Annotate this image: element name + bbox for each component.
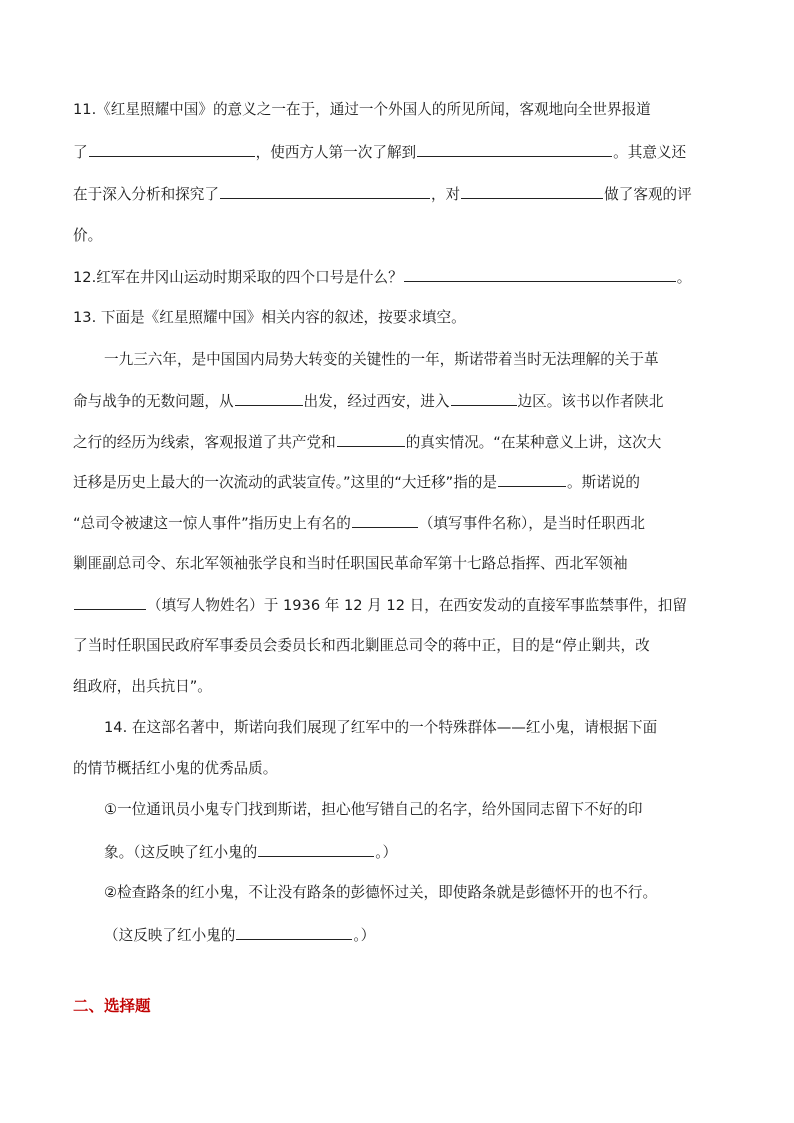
q13-text-2a: 命与战争的无数问题，从: [73, 393, 234, 410]
q13-text-1: 一九三六年，是中国国内局势大转变的关键性的一年，斯诺带着当时无法理解的关于革: [104, 351, 659, 368]
q13-text-4b: 。斯诺说的: [567, 474, 640, 491]
q13-blank-2[interactable]: [451, 391, 517, 406]
q13-text-5a: “总司令被逮这一惊人事件”指历史上有名的: [73, 515, 351, 532]
q14-item1-text-b: 象。（这反映了红小鬼的: [104, 844, 258, 861]
q13-text-3b: 的真实情况。“在某种意义上讲，这次大: [405, 434, 662, 451]
q13-blank-1[interactable]: [235, 391, 303, 406]
q13-blank-5[interactable]: [352, 513, 418, 528]
q14-item1-line-1: [104, 800, 642, 820]
q11-blank-2[interactable]: [417, 142, 612, 157]
q13-line-8: [73, 636, 650, 656]
q11-text-3a: 在于深入分析和探究了: [73, 186, 219, 203]
q13-intro: [73, 308, 466, 328]
q14-line-1: [104, 718, 657, 738]
q13-text-5b: （填写事件名称），是当时任职西北: [418, 515, 646, 532]
q14-intro-1: 14. 在这部名著中，斯诺向我们展现了红军中的一个特殊群体——红小鬼，请根据下面: [104, 719, 658, 736]
q12-line: [73, 267, 691, 288]
section-heading-choice: 二、选择题: [73, 997, 151, 1015]
q13-line-1: [104, 350, 659, 370]
q14-item2-text-c: 。）: [353, 927, 376, 944]
q14-item1-text-a: ①一位通讯员小鬼专门找到斯诺，担心他写错自己的名字，给外国同志留下不好的印: [104, 801, 643, 818]
q13-line-9: [73, 677, 212, 697]
q14-item1-text-c: 。）: [375, 844, 398, 861]
q13-blank-3[interactable]: [337, 432, 405, 447]
q11-line-3: [73, 184, 692, 205]
q14-item1-line-2: [104, 842, 397, 863]
q13-line-3: [73, 432, 661, 453]
q13-text-4a: 迁移是历史上最大的一次流动的武装宣传。”这里的“大迁移”指的是: [73, 474, 498, 491]
q12-end: 。: [676, 269, 692, 286]
q11-blank-1[interactable]: [89, 142, 255, 157]
q13-text-7b: （填写人物姓名）于 1936 年 12 月 12 日，在西安发动的直接军事监禁事件，扣留: [147, 597, 687, 614]
q14-intro-2: 的情节概括红小鬼的优秀品质。: [73, 760, 278, 777]
q13-line-2: [73, 391, 663, 412]
q13-line-5: [73, 513, 645, 534]
q11-text-1: 11.《红星照耀中国》的意义之一在于，通过一个外国人的所见所闻，客观地向全世界报道: [73, 101, 651, 118]
q11-text-2c: 。其意义还: [613, 144, 687, 161]
q14-blank-1[interactable]: [258, 842, 374, 857]
q13-intro-text: 13. 下面是《红星照耀中国》相关内容的叙述，按要求填空。: [73, 309, 466, 326]
q11-text-3c: 做了客观的评: [604, 186, 692, 203]
q13-text-9: 组政府，出兵抗日”。: [73, 678, 212, 695]
q12-text: 12.红军在井冈山运动时期采取的四个口号是什么？: [73, 269, 403, 286]
q13-text-8: 了当时任职国民政府军事委员会委员长和西北剿匪总司令的蒋中正，目的是“停止剿共，改: [73, 637, 650, 654]
q13-text-2b: 出发，经过西安，进入: [303, 393, 450, 410]
q13-blank-6[interactable]: [74, 595, 146, 610]
q11-text-2a: 了: [73, 144, 88, 161]
q14-item2-text-a: ②检查路条的红小鬼，不让没有路条的彭德怀过关，即使路条就是彭德怀开的也不行。: [104, 884, 658, 901]
q14-line-2: [73, 759, 277, 779]
q14-item2-line-1: [104, 883, 657, 903]
q11-line-1: [73, 100, 651, 120]
q13-text-6: 剿匪副总司令、东北军领袖张学良和当时任职国民革命军第十七路总指挥、西北军领袖: [73, 555, 628, 572]
q11-line-2: [73, 142, 686, 163]
q12-blank[interactable]: [404, 267, 676, 282]
q11-blank-4[interactable]: [461, 184, 603, 199]
q14-item2-text-b: （这反映了红小鬼的: [104, 927, 236, 944]
q13-line-4: [73, 472, 640, 493]
q13-line-6: [73, 554, 628, 574]
q13-line-7: [73, 595, 687, 616]
q13-blank-4[interactable]: [498, 472, 566, 487]
q11-line-4: [73, 226, 102, 246]
q14-blank-2[interactable]: [236, 925, 352, 940]
q14-item2-line-2: [104, 925, 375, 946]
q11-blank-3[interactable]: [220, 184, 430, 199]
q11-text-4: 价。: [73, 227, 103, 244]
q13-text-3a: 之行的经历为线索，客观报道了共产党和: [73, 434, 336, 451]
q11-text-3b: ，对: [430, 186, 461, 203]
q11-text-2b: ，使西方人第一次了解到: [255, 144, 417, 161]
q13-text-2c: 边区。该书以作者陕北: [517, 393, 664, 410]
